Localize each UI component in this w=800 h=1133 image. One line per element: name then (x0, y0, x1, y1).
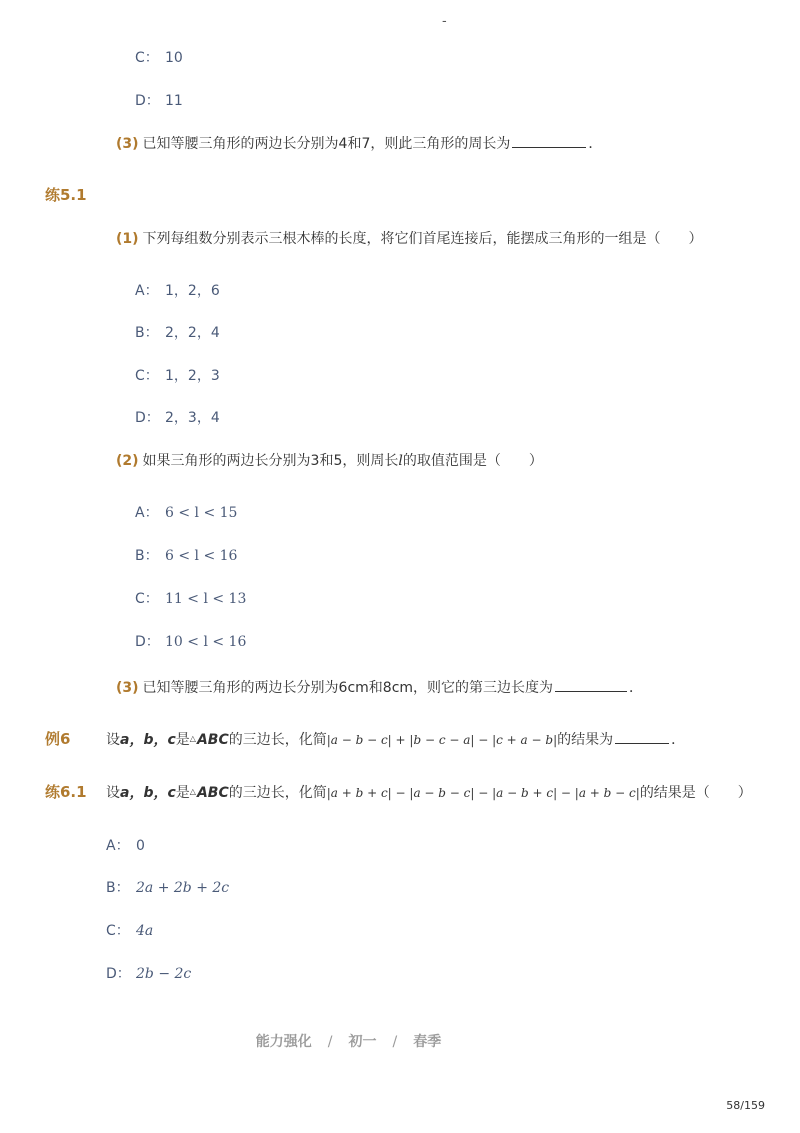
question-text: 下列每组数分别表示三根木棒的长度，将它们首尾连接后，能摆成三角形的一组是（ ） (142, 231, 703, 247)
question-end: ． (671, 732, 686, 748)
option-text: 0 (136, 838, 145, 854)
question-number: (2) (116, 453, 139, 469)
option-c (135, 47, 183, 67)
question-text: 已知等腰三角形的两边长分别为4和7，则此三角形的周长为 (142, 136, 511, 152)
section-title-lian51: 练5.1 (45, 186, 87, 204)
expression: |a + b + c| − |a − b − c| − |a − b + c| − |a + b − c| (326, 786, 640, 800)
section-title-li6: 例6 (45, 730, 71, 748)
question-number: (3) (116, 136, 139, 152)
question-text-tail: 的取值范围是（ ） (402, 453, 543, 469)
text-mid: 是 (175, 785, 190, 801)
page-number: 58/159 (726, 1099, 765, 1112)
option-b[interactable] (106, 877, 229, 897)
option-math: 6 < l < 15 (165, 505, 238, 521)
option-label: B： (106, 880, 130, 896)
text-post: 的结果是（ ） (639, 785, 752, 801)
answer-blank[interactable] (512, 133, 586, 148)
question-end: ． (588, 136, 603, 152)
text-pre: 设 (106, 785, 120, 801)
variables: a，b，c (120, 785, 176, 801)
option-text: 2，3，4 (165, 410, 220, 426)
footer-separator: / (392, 1034, 398, 1050)
option-label: A： (106, 838, 130, 854)
option-c[interactable] (106, 920, 153, 940)
triangle-name: ABC (196, 785, 229, 801)
footer-separator: / (327, 1034, 333, 1050)
option-text: 10 (165, 50, 183, 66)
option-label: D： (135, 634, 160, 650)
option-text: 11 (165, 93, 183, 109)
option-text: 1，2，3 (165, 368, 220, 384)
question-1 (116, 228, 703, 248)
text-post: 的结果为 (557, 732, 614, 748)
option-label: D： (135, 410, 160, 426)
variables: a，b，c (120, 732, 176, 748)
option-label: C： (135, 591, 159, 607)
text-mid2: 的三边长，化简 (228, 732, 327, 748)
option-math: 2a + 2b + 2c (136, 880, 230, 896)
text-mid2: 的三边长，化简 (228, 785, 327, 801)
option-d[interactable] (135, 407, 220, 427)
option-a[interactable] (106, 835, 145, 855)
question-3 (116, 133, 602, 153)
variable-l: l (398, 453, 403, 469)
option-d[interactable] (135, 631, 246, 651)
example-6-question (106, 729, 685, 749)
option-label: C： (135, 50, 159, 66)
option-label: B： (135, 325, 159, 341)
option-d[interactable] (106, 963, 191, 983)
footer-part: 初一 (348, 1034, 377, 1050)
question-2 (116, 450, 543, 470)
option-math: 10 < l < 16 (165, 634, 247, 650)
question-text: 如果三角形的两边长分别为3和5，则周长 (142, 453, 399, 469)
answer-blank[interactable] (555, 677, 627, 692)
option-label: B： (135, 548, 159, 564)
option-math: 4a (136, 923, 154, 939)
footer-part: 能力强化 (255, 1034, 312, 1050)
option-label: D： (106, 966, 131, 982)
answer-blank[interactable] (615, 729, 669, 744)
footer (0, 1031, 697, 1051)
option-c[interactable] (135, 588, 246, 608)
text-mid: 是 (175, 732, 190, 748)
question-number: (1) (116, 231, 139, 247)
triangle-name: ABC (196, 732, 229, 748)
option-a[interactable] (135, 280, 220, 300)
option-text: 1，2，6 (165, 283, 220, 299)
option-b[interactable] (135, 545, 237, 565)
option-text: 2，2，4 (165, 325, 220, 341)
option-d (135, 90, 183, 110)
option-label: D： (135, 93, 160, 109)
question-3 (116, 677, 643, 697)
question-end: ． (629, 680, 644, 696)
question-text: 已知等腰三角形的两边长分别为6cm和8cm，则它的第三边长度为 (142, 680, 554, 696)
option-a[interactable] (135, 502, 237, 522)
option-label: A： (135, 283, 159, 299)
header-mark: - (442, 14, 447, 29)
question-number: (3) (116, 680, 139, 696)
option-label: A： (135, 505, 159, 521)
option-label: C： (135, 368, 159, 384)
footer-part: 春季 (413, 1034, 442, 1050)
section-title-lian61: 练6.1 (45, 783, 87, 801)
expression: |a − b − c| + |b − c − a| − |c + a − b| (326, 733, 558, 747)
practice-6-1-question (106, 782, 752, 802)
triangle-symbol: △ (189, 734, 196, 743)
option-math: 11 < l < 13 (165, 591, 247, 607)
option-math: 2b − 2c (136, 966, 192, 982)
option-c[interactable] (135, 365, 220, 385)
triangle-symbol: △ (189, 787, 196, 796)
option-math: 6 < l < 16 (165, 548, 238, 564)
option-label: C： (106, 923, 130, 939)
text-pre: 设 (106, 732, 120, 748)
option-b[interactable] (135, 322, 220, 342)
